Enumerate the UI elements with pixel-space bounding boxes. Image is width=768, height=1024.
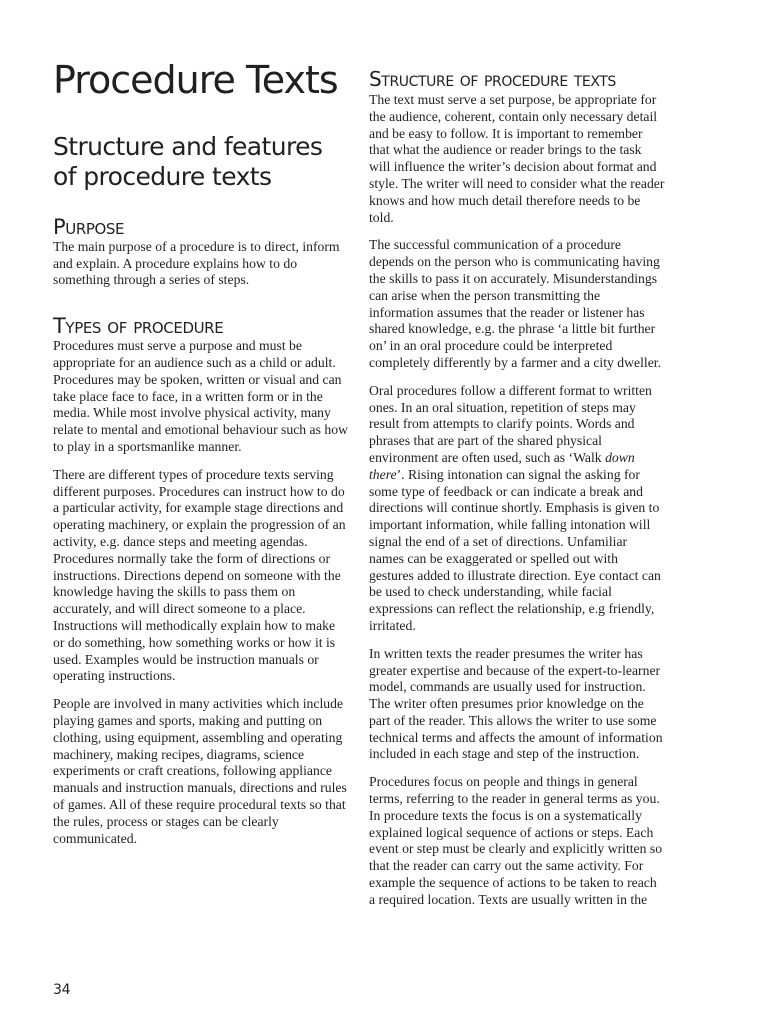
oral-text-emphasis: down there	[369, 449, 635, 482]
structure-paragraph-2: The successful communication of a procedure depends on the person who is communicating having the skills to pass it on accurately. Misunderstandings can arise when the person transmitting the information assumes that the reader or listener has shared knowledge, e.g. the phrase ‘a little bit further on’ in an oral procedure could be interpreted completely differently by a farmer and a city dweller.	[369, 237, 662, 370]
oral-procedures-paragraph	[369, 383, 665, 635]
page-subtitle: Structure and features of procedure texts	[53, 131, 323, 191]
focus-paragraph: Procedures focus on people and things in general terms, referring to the reader in general terms as you. In procedure texts the focus is on a systematically explained logical sequence of actions or steps. Each event or step must be clearly and explicitly written so that the reader can carry out the same activity. For example the sequence of actions to be taken to reach a required location. Texts are usually written in the	[369, 774, 663, 907]
structure-paragraph-1: The text must serve a set purpose, be appropriate for the audience, coherent, contain only necessary detail and be easy to follow. It is important to remember that what the audience or reader brings to the task will influence the writer’s decision about format and style. The writer will need to consider what the reader knows and how much detail therefore needs to be told.	[369, 92, 665, 225]
types-paragraph-2: There are different types of procedure texts serving different purposes. Procedures can instruct how to do a particular activity, for example stage directions and operating machinery, or explain the progression of an activity, e.g. dance steps and meeting agendas. Procedures normally take the form of directions or instructions. Directions depend on someone with the knowledge having the skills to pass them on accurately, and will direct someone to a place. Instructions will methodically explain how to make or do something, how something works or how it is used. Examples would be instruction manuals or operating instructions.	[53, 466, 346, 684]
purpose-paragraph: The main purpose of a procedure is to direct, inform and explain. A procedure explains how to do something through a series of steps.	[53, 238, 340, 288]
types-paragraph-3: People are involved in many activities which include playing games and sports, making and putting on clothing, using equipment, assembling and operating machinery, making recipes, diagrams, science experiments or craft creations, following appliance manuals and instruction manuals, directions and rules of games. All of these require procedural texts so that the rules, process or stages can be clearly communicated.	[53, 696, 347, 846]
oral-text-after: ’. Rising intonation can signal the asking for some type of feedback or can indicate a break and directions will continue shortly. Emphasis is given to important information, while falling intonation will signal the end of a set of directions. Unfamiliar names can be exaggerated or spelled out with gestures added to illustrate direction. Eye contact can be used to check understanding, while facial expressions can reflect the relationship, e.g friendly, irritated.	[369, 466, 661, 633]
right-column	[369, 68, 665, 920]
left-column	[53, 60, 349, 858]
types-heading: Types of procedure	[53, 314, 224, 339]
purpose-heading: Purpose	[53, 214, 125, 239]
types-paragraph-1: Procedures must serve a purpose and must be appropriate for an audience such as a child or adult. Procedures may be spoken, written or visual and can take place face to face, in a written form or in the media. While most involve physical activity, many relate to mental and emotional behaviour such as how to play in a sportsmanlike manner.	[53, 338, 348, 454]
structure-heading: Structure of procedure texts	[369, 67, 616, 91]
page-title: Procedure Texts	[53, 58, 338, 102]
written-texts-paragraph: In written texts the reader presumes the writer has greater expertise and because of the expert-to-learner model, commands are usually used for instruction. The writer often presumes prior knowledge on the part of the reader. This allows the writer to use some technical terms and affects the amount of information included in each stage and step of the instruction.	[369, 645, 663, 762]
oral-text-before: Oral procedures follow a different format to written ones. In an oral situation, repetition of steps may result from attempts to clarify points. Words and phrases that are part of the shared physical environment are often used, such as ‘Walk	[369, 382, 652, 465]
page-number: 34	[53, 982, 71, 998]
